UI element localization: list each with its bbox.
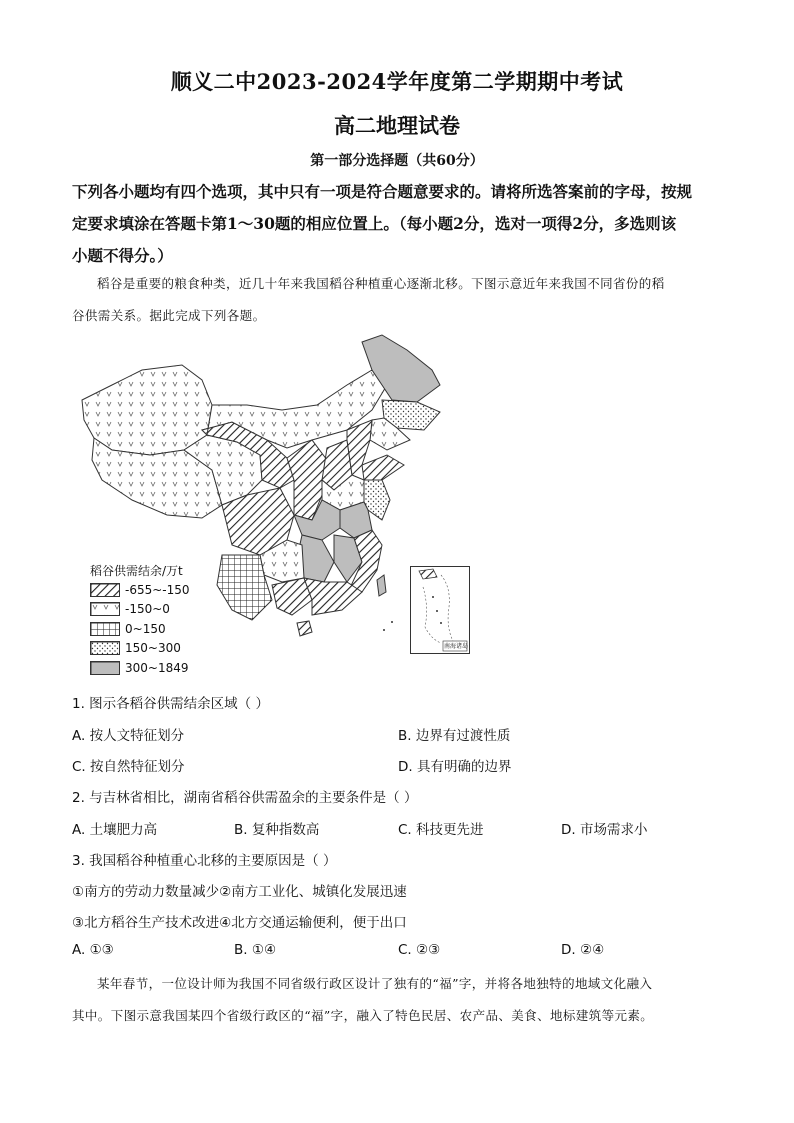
region-taiwan — [377, 575, 386, 596]
legend-title: 稻谷供需结余/万t — [90, 564, 183, 578]
legend-label: -150~0 — [125, 602, 170, 617]
intro-line: 某年春节，一位设计师为我国不同省级行政区设计了独有的“福”字，并将各地独特的地域文化融入 — [97, 976, 653, 991]
q1-option-d[interactable]: D. 具有明确的边界 — [398, 759, 512, 775]
q3-option-c[interactable]: C. ②③ — [398, 942, 441, 958]
intro-line: 谷供需关系。据此完成下列各题。 — [72, 308, 266, 323]
legend-swatch-grid — [90, 622, 120, 636]
legend-label: 0~150 — [125, 621, 166, 636]
q1-option-b[interactable]: B. 边界有过渡性质 — [398, 728, 511, 744]
fu-character-intro — [72, 968, 724, 1032]
rice-intro — [72, 268, 724, 332]
legend-swatch-gray — [90, 661, 120, 675]
region-xinjiang — [82, 365, 212, 455]
legend-item — [90, 658, 190, 678]
intro-line: 其中。下图示意我国某四个省级行政区的“福”字，融入了特色民居、农产品、美食、地标建筑等元素。 — [72, 1008, 654, 1023]
legend-label: 300~1849 — [125, 660, 189, 675]
legend-swatch-v-marks — [90, 602, 120, 616]
legend-swatch-dots — [90, 641, 120, 655]
map-legend — [90, 562, 190, 678]
legend-item — [90, 600, 190, 620]
q2-option-d[interactable]: D. 市场需求小 — [561, 822, 648, 838]
q2-option-a[interactable]: A. 土壤肥力高 — [72, 822, 158, 838]
legend-item — [90, 619, 190, 639]
legend-item — [90, 580, 190, 600]
inset-map — [411, 567, 469, 653]
exam-title: 顺义二中2023-2024学年度第二学期期中考试 — [170, 69, 624, 94]
south-china-sea-islands — [383, 621, 393, 631]
q1-option-a[interactable]: A. 按人文特征划分 — [72, 728, 185, 744]
legend-label: -655~-150 — [125, 582, 190, 597]
south-china-sea-inset — [410, 566, 470, 654]
q3-option-b[interactable]: B. ①④ — [234, 942, 277, 958]
instructions — [72, 176, 724, 272]
q2-option-b[interactable]: B. 复种指数高 — [234, 822, 320, 838]
q3-option-d[interactable]: D. ②④ — [561, 942, 605, 958]
legend-label: 150~300 — [125, 641, 181, 656]
question-2-stem: 2. 与吉林省相比，湖南省稻谷供需盈余的主要条件是（ ） — [72, 790, 418, 806]
section-title: 第一部分选择题（共60分） — [310, 153, 484, 169]
q1-option-c[interactable]: C. 按自然特征划分 — [72, 759, 185, 775]
instructions-line: 定要求填涂在答题卡第1～30题的相应位置上。（每小题2分，选对一项得2分，多选则该 — [72, 214, 677, 233]
q2-option-c[interactable]: C. 科技更先进 — [398, 822, 484, 838]
q3-option-a[interactable]: A. ①③ — [72, 942, 114, 958]
q3-statement-line: ③北方稻谷生产技术改进④北方交通运输便利，便于出口 — [72, 915, 407, 931]
legend-swatch-diagonal — [90, 583, 120, 597]
legend-item — [90, 639, 190, 659]
question-1-stem: 1. 图示各稻谷供需结余区域（ ） — [72, 696, 269, 712]
question-3-stem: 3. 我国稻谷种植重心北移的主要原因是（ ） — [72, 853, 337, 869]
instructions-line: 小题不得分。） — [72, 246, 173, 265]
region-shandong — [362, 455, 404, 480]
region-hainan — [297, 621, 312, 636]
inset-label: 南海诸岛 — [444, 643, 469, 650]
q3-statement-line: ①南方的劳动力数量减少②南方工业化、城镇化发展迅速 — [72, 884, 407, 900]
intro-line: 稻谷是重要的粮食种类，近几十年来我国稻谷种植重心逐渐北移。下图示意近年来我国不同省份的稻 — [97, 276, 665, 291]
instructions-line: 下列各小题均有四个选项，其中只有一项是符合题意要求的。请将所选答案前的字母，按规 — [72, 182, 693, 201]
paper-title: 高二地理试卷 — [334, 113, 460, 138]
